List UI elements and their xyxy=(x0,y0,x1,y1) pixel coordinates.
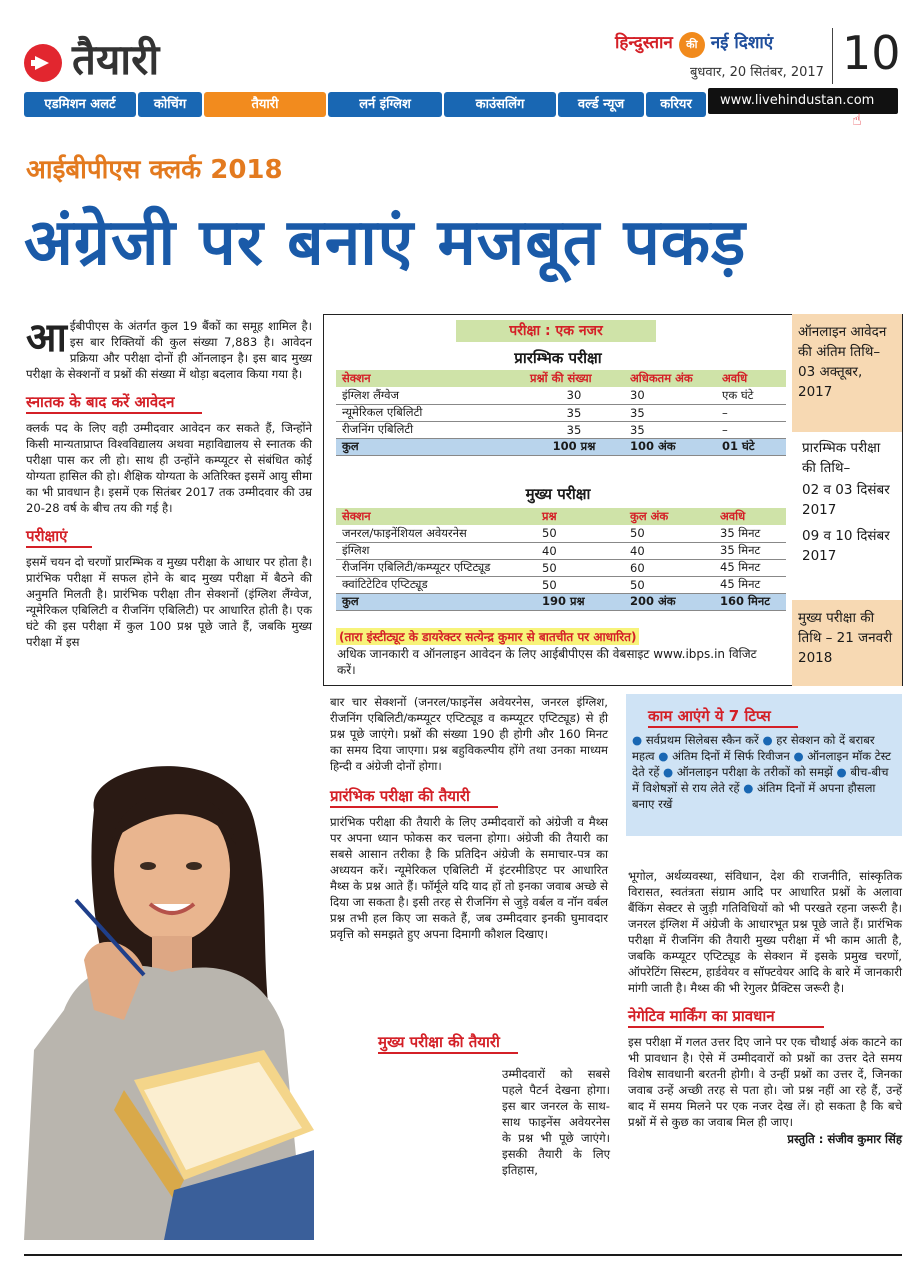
subhead-underline xyxy=(26,546,92,548)
paragraph-exams: इसमें चयन दो चरणों प्रारम्भिक व मुख्य परीक्षा के आधार पर होता है। प्रारंभिक परीक्षा में सफल होने के बाद मुख्य परीक्षा में बैठने की अनुमति मिलती है। प्रारंभिक परीक्षा तीन सेक्शनों (इंग्लिश लैंग्वेज, न्यूमेरिकल एबिलिटी व रीजनिंग एबिलिटी) पर आधारित होती है। एक घंटे की इस परीक्षा में कुल 100 प्रश्न पूछे जाते हैं, जबकि मुख्य परीक्षा में इस xyxy=(26,555,312,649)
table-row xyxy=(336,387,786,404)
dateline: बुधवार, 20 सितंबर, 2017 xyxy=(690,65,824,80)
column-header: अवधि xyxy=(716,370,786,387)
paragraph-sections: बार चार सेक्शनों (जनरल/फाइनेंस अवेयरनेस, जनरल इंग्लिश, रीजनिंग एबिलिटी/कम्प्यूटर एप्टिट्यूड व कम्प्यूटर एप्टिट्यूड) से ही प्रश्न पूछे जाएंगे। प्रश्नों की संख्या 190 ही होगी और 160 मिनट का समय दिया जाएगा। प्रश्न बहुविकल्पीय होंगे तथा उनका माध्यम हिन्दी व अंग्रेजी दोनों होगा। xyxy=(330,695,608,773)
table-cell: जनरल/फाइनेंशियल अवेयरनेस xyxy=(336,525,536,542)
table-cell: इंग्लिश लैंग्वेज xyxy=(336,387,524,404)
paragraph-prelim-prep: प्रारंभिक परीक्षा की तैयारी के लिए उम्मीदवारों को अंग्रेजी व मैथ्स पर अपना ध्यान फोकस कर चलना होगा। अंग्रेजी की तैयारी का सबसे आसान तरीका है कि प्रतिदिन अंग्रेजी के समाचार-पत्र का अध्ययन करें। न्यूमेरिकल एबिलिटी में इंटरमीडिएट पर आधारित मैथ्स के प्रश्न आते हैं। फॉर्मूले यदि याद हों तो इनका जवाब अच्छे से दिया जा सकता है। इसी तरह से रीजनिंग से जुड़े वर्बल व नॉन वर्बल प्रश्न तभी हल किए जा सकते हैं, जब उम्मीदवार इनकी घुमावदार प्रवृत्ति को समझते हुए अपना दिमागी कौशल दिखाए। xyxy=(330,815,608,941)
table-total-row xyxy=(336,593,786,610)
brand-logo[interactable] xyxy=(615,30,773,58)
table-cell: न्यूमेरिकल एबिलिटी xyxy=(336,404,524,421)
main-table-title: मुख्य परीक्षा xyxy=(525,485,591,503)
tips-list xyxy=(632,732,894,812)
column-left xyxy=(26,315,312,650)
nav-counselling[interactable]: काउंसलिंग xyxy=(444,92,556,117)
nav-admission-alert[interactable]: एडमिशन अलर्ट xyxy=(24,92,136,117)
column-header: सेक्शन xyxy=(336,508,536,525)
infobox-title: परीक्षा : एक नजर xyxy=(456,320,656,342)
table-cell: 35 xyxy=(624,421,716,438)
table-cell: 100 प्रश्न xyxy=(524,438,624,455)
table-cell: 35 xyxy=(524,421,624,438)
tip-item: अंतिम दिनों में सिर्फ रिवीजन xyxy=(672,749,790,763)
table-cell: 50 xyxy=(624,525,714,542)
more-info-note: अधिक जानकारी व ऑनलाइन आवेदन के लिए आईबीपीएस की वेबसाइट www.ibps.in विजिट करें। xyxy=(337,647,757,677)
page-bottom-rule xyxy=(24,1254,902,1256)
prelim-dates xyxy=(792,432,902,600)
main-table-wrap xyxy=(336,508,786,611)
brand-ki-badge: की xyxy=(679,32,705,58)
subhead-negative-marking: नेगेटिव मार्किंग का प्रावधान xyxy=(628,1007,775,1025)
table-cell: 160 मिनट xyxy=(714,593,786,610)
table-cell: 45 मिनट xyxy=(714,559,786,576)
nav-learn-english[interactable]: लर्न इंग्लिश xyxy=(328,92,442,117)
nav-taiyari[interactable]: तैयारी xyxy=(204,92,326,117)
brand-name: हिन्दुस्तान xyxy=(615,33,673,53)
bullet-icon: ● xyxy=(658,749,673,763)
table-header-row xyxy=(336,508,786,525)
table-cell: 35 xyxy=(524,404,624,421)
column-right xyxy=(628,868,902,1147)
subhead-prelim-prep: प्रारंभिक परीक्षा की तैयारी xyxy=(330,787,470,805)
student-photo xyxy=(24,750,314,1240)
table-cell: 30 xyxy=(624,387,716,404)
prelim-date-1: 02 व 03 दिसंबर 2017 xyxy=(802,482,890,518)
brand-tagline: नई दिशाएं xyxy=(710,33,774,53)
table-cell: 50 xyxy=(536,576,624,593)
table-cell: 50 xyxy=(536,525,624,542)
article-headline: अंग्रेजी पर बनाएं मजबूत पकड़ xyxy=(24,206,747,280)
table-cell: इंग्लिश xyxy=(336,542,536,559)
table-cell: 35 xyxy=(624,404,716,421)
subhead-underline xyxy=(648,726,798,728)
table-header-row xyxy=(336,370,786,387)
subhead-graduate: स्नातक के बाद करें आवेदन xyxy=(26,393,175,411)
table-cell: 50 xyxy=(536,559,624,576)
table-cell: रीजनिंग एबिलिटी/कम्प्यूटर एप्टिट्यूड xyxy=(336,559,536,576)
table-row xyxy=(336,576,786,593)
table-cell: 30 xyxy=(524,387,624,404)
apply-deadline: ऑनलाइन आवेदन की अंतिम तिथि– 03 अक्तूबर, 2017 xyxy=(792,314,902,432)
subhead-main-prep: मुख्य परीक्षा की तैयारी xyxy=(378,1033,500,1051)
dropcap: आ xyxy=(26,315,67,361)
table-cell: कुल xyxy=(336,438,524,455)
tip-item: सर्वप्रथम सिलेबस स्कैन करें xyxy=(645,733,759,747)
table-cell: 35 मिनट xyxy=(714,542,786,559)
bullet-icon: ● xyxy=(663,765,677,779)
prelim-table-title: प्रारम्भिक परीक्षा xyxy=(514,349,602,367)
column-header: प्रश्नों की संख्या xyxy=(524,370,624,387)
hand-cursor-icon: ☝ xyxy=(852,110,862,129)
intro-paragraph: आ ईबीपीएस के अंतर्गत कुल 19 बैंकों का समूह शामिल है। इस बार रिक्तियों की कुल संख्या 7,883 है। आवेदन प्रक्रिया और परीक्षा दोनों ही ऑनलाइन है। इस बाद मुख्य परीक्षा के सेक्शनों व प्रश्नों की संख्या में थोड़ा बदलाव किया गया है। xyxy=(26,315,312,381)
table-cell: एक घंटे xyxy=(716,387,786,404)
bullet-icon: ● xyxy=(632,733,646,747)
table-row xyxy=(336,525,786,542)
tip-item: अंतिम दिनों में अपना हौसला बनाए रखें xyxy=(632,781,876,811)
source-note: (तारा इंस्टीट्यूट के डायरेक्टर सत्येन्द्र कुमार से बातचीत पर आधारित) xyxy=(336,628,639,645)
table-row xyxy=(336,404,786,421)
subhead-exams: परीक्षाएं xyxy=(26,527,68,545)
nav-world-news[interactable]: वर्ल्ड न्यूज xyxy=(558,92,644,117)
subhead-underline xyxy=(628,1026,824,1028)
table-cell: 200 अंक xyxy=(624,593,714,610)
tip-item: ऑनलाइन परीक्षा के तरीकों को समझें xyxy=(676,765,833,779)
bullet-icon: ● xyxy=(743,781,758,795)
column-header: प्रश्न xyxy=(536,508,624,525)
table-row xyxy=(336,542,786,559)
subhead-underline xyxy=(378,1052,518,1054)
table-cell: – xyxy=(716,404,786,421)
table-total-row xyxy=(336,438,786,455)
nav-career[interactable]: करियर xyxy=(646,92,706,117)
bullet-icon: ● xyxy=(762,733,777,747)
table-cell: 35 मिनट xyxy=(714,525,786,542)
divider xyxy=(832,28,833,84)
table-cell: 50 xyxy=(624,576,714,593)
dates-sidebar xyxy=(792,314,902,686)
table-cell: 45 मिनट xyxy=(714,576,786,593)
nav-coaching[interactable]: कोचिंग xyxy=(138,92,202,117)
prelim-table-wrap xyxy=(336,370,786,456)
main-table xyxy=(336,508,786,611)
table-cell: 100 अंक xyxy=(624,438,716,455)
table-cell: कुल xyxy=(336,593,536,610)
paragraph-graduate: क्लर्क पद के लिए वही उम्मीदवार आवेदन कर सकते हैं, जिन्होंने किसी मान्यताप्राप्त विश्वविद्यालय अथवा महाविद्यालय से स्नातक की परीक्षा पास कर ली हो। साथ ही उन्होंने कम्प्यूटर से संबंधित कोई योग्यता हासिल की हो। शैक्षिक योग्यता के अतिरिक्त इसमें आयु सीमा का भी प्रावधान है। इसमें एक सितंबर 2017 तक उम्मीदवार की उम्र 20-28 वर्ष के बीच तय की गई है। xyxy=(26,421,312,515)
table-cell: रीजनिंग एबिलिटी xyxy=(336,421,524,438)
paragraph-general: भूगोल, अर्थव्यवस्था, संविधान, देश की राजनीति, सांस्कृतिक विरासत, स्वतंत्रता संग्राम आदि पर आधारित प्रश्नों के अलावा बैंकिंग सेक्टर से जुड़ी गतिविधियों को भी परखते रहना जरूरी है। जनरल इंग्लिश में अंग्रेजी के आधारभूत प्रश्न पूछे जाते हैं। प्रारंभिक परीक्षा में रीजनिंग की तैयारी मुख्य परीक्षा में भी काम आती है, जबकि कम्प्यूटर एप्टिट्यूड के सेक्शन में इसके प्रमुख चरणों, ऑपरेटिंग सिस्टम, हार्डवेयर व सॉफ्टवेयर आदि के बारे में जानकारी मांगी जाती है। मैथ्स की भी रेगुलर प्रैक्टिस जरूरी है। xyxy=(628,869,902,995)
table-cell: 01 घंटे xyxy=(716,438,786,455)
table-cell: – xyxy=(716,421,786,438)
arrow-icon xyxy=(24,44,62,82)
paragraph-negative-marking: इस परीक्षा में गलत उत्तर दिए जाने पर एक चौथाई अंक काटने का भी प्रावधान है। ऐसे में उम्मीदवारों को प्रश्नों का उत्तर देते समय विशेष सावधानी बरतनी होगी। वे उन्हीं प्रश्नों का उत्तर दें, जिनका जवाब उन्हें अच्छी तरह से पता हो। जो प्रश्न नहीं आ रहे हैं, उन्हें बाद में समय मिलने पर एक नजर देख लें। हो सकता है कि बचे प्रश्नों में से कुछ का जवाब मिल ही जाए। xyxy=(628,1035,902,1129)
prelim-table xyxy=(336,370,786,456)
column-header: अधिकतम अंक xyxy=(624,370,716,387)
tip-item: हर सेक्शन को दें बराबर महत्व xyxy=(632,733,875,763)
tip-item: ऑनलाइन मॉक टेस्ट देते रहें xyxy=(632,749,891,779)
column-middle xyxy=(330,694,608,942)
byline: प्रस्तुति : संजीव कुमार सिंह xyxy=(787,1132,902,1146)
page-number: 10 xyxy=(842,26,901,80)
table-row xyxy=(336,559,786,576)
prelim-date-2: 09 व 10 दिसंबर 2017 xyxy=(802,528,890,564)
column-header: अवधि xyxy=(714,508,786,525)
subhead-underline xyxy=(26,412,202,414)
prelim-dates-label: प्रारम्भिक परीक्षा की तिथि– xyxy=(802,440,881,476)
tips-title: काम आएंगे ये 7 टिप्स xyxy=(648,707,771,725)
subhead-underline xyxy=(330,806,498,808)
table-cell: 190 प्रश्न xyxy=(536,593,624,610)
table-cell: क्वांटिटेटिव एप्टिट्यूड xyxy=(336,576,536,593)
column-header: सेक्शन xyxy=(336,370,524,387)
bullet-icon: ● xyxy=(793,749,808,763)
main-exam-date: मुख्य परीक्षा की तिथि – 21 जनवरी 2018 xyxy=(792,600,902,686)
table-cell: 40 xyxy=(536,542,624,559)
website-url-link[interactable]: www.livehindustan.com xyxy=(708,88,898,114)
section-title: तैयारी xyxy=(72,35,160,84)
tip-item: बीच-बीच में विशेषज्ञों से राय लेते रहें xyxy=(632,765,889,795)
bullet-icon: ● xyxy=(836,765,851,779)
table-row xyxy=(336,421,786,438)
article-kicker: आईबीपीएस क्लर्क 2018 xyxy=(26,155,283,185)
paragraph-main-prep: उम्मीदवारों को सबसे पहले पैटर्न देखना होगा। इस बार जनरल के साथ-साथ फाइनेंस अवेयरनेस के प्रश्न भी पूछे जाएंगे। इसकी तैयारी के लिए इतिहास, xyxy=(502,1067,610,1177)
table-cell: 60 xyxy=(624,559,714,576)
table-cell: 40 xyxy=(624,542,714,559)
column-header: कुल अंक xyxy=(624,508,714,525)
